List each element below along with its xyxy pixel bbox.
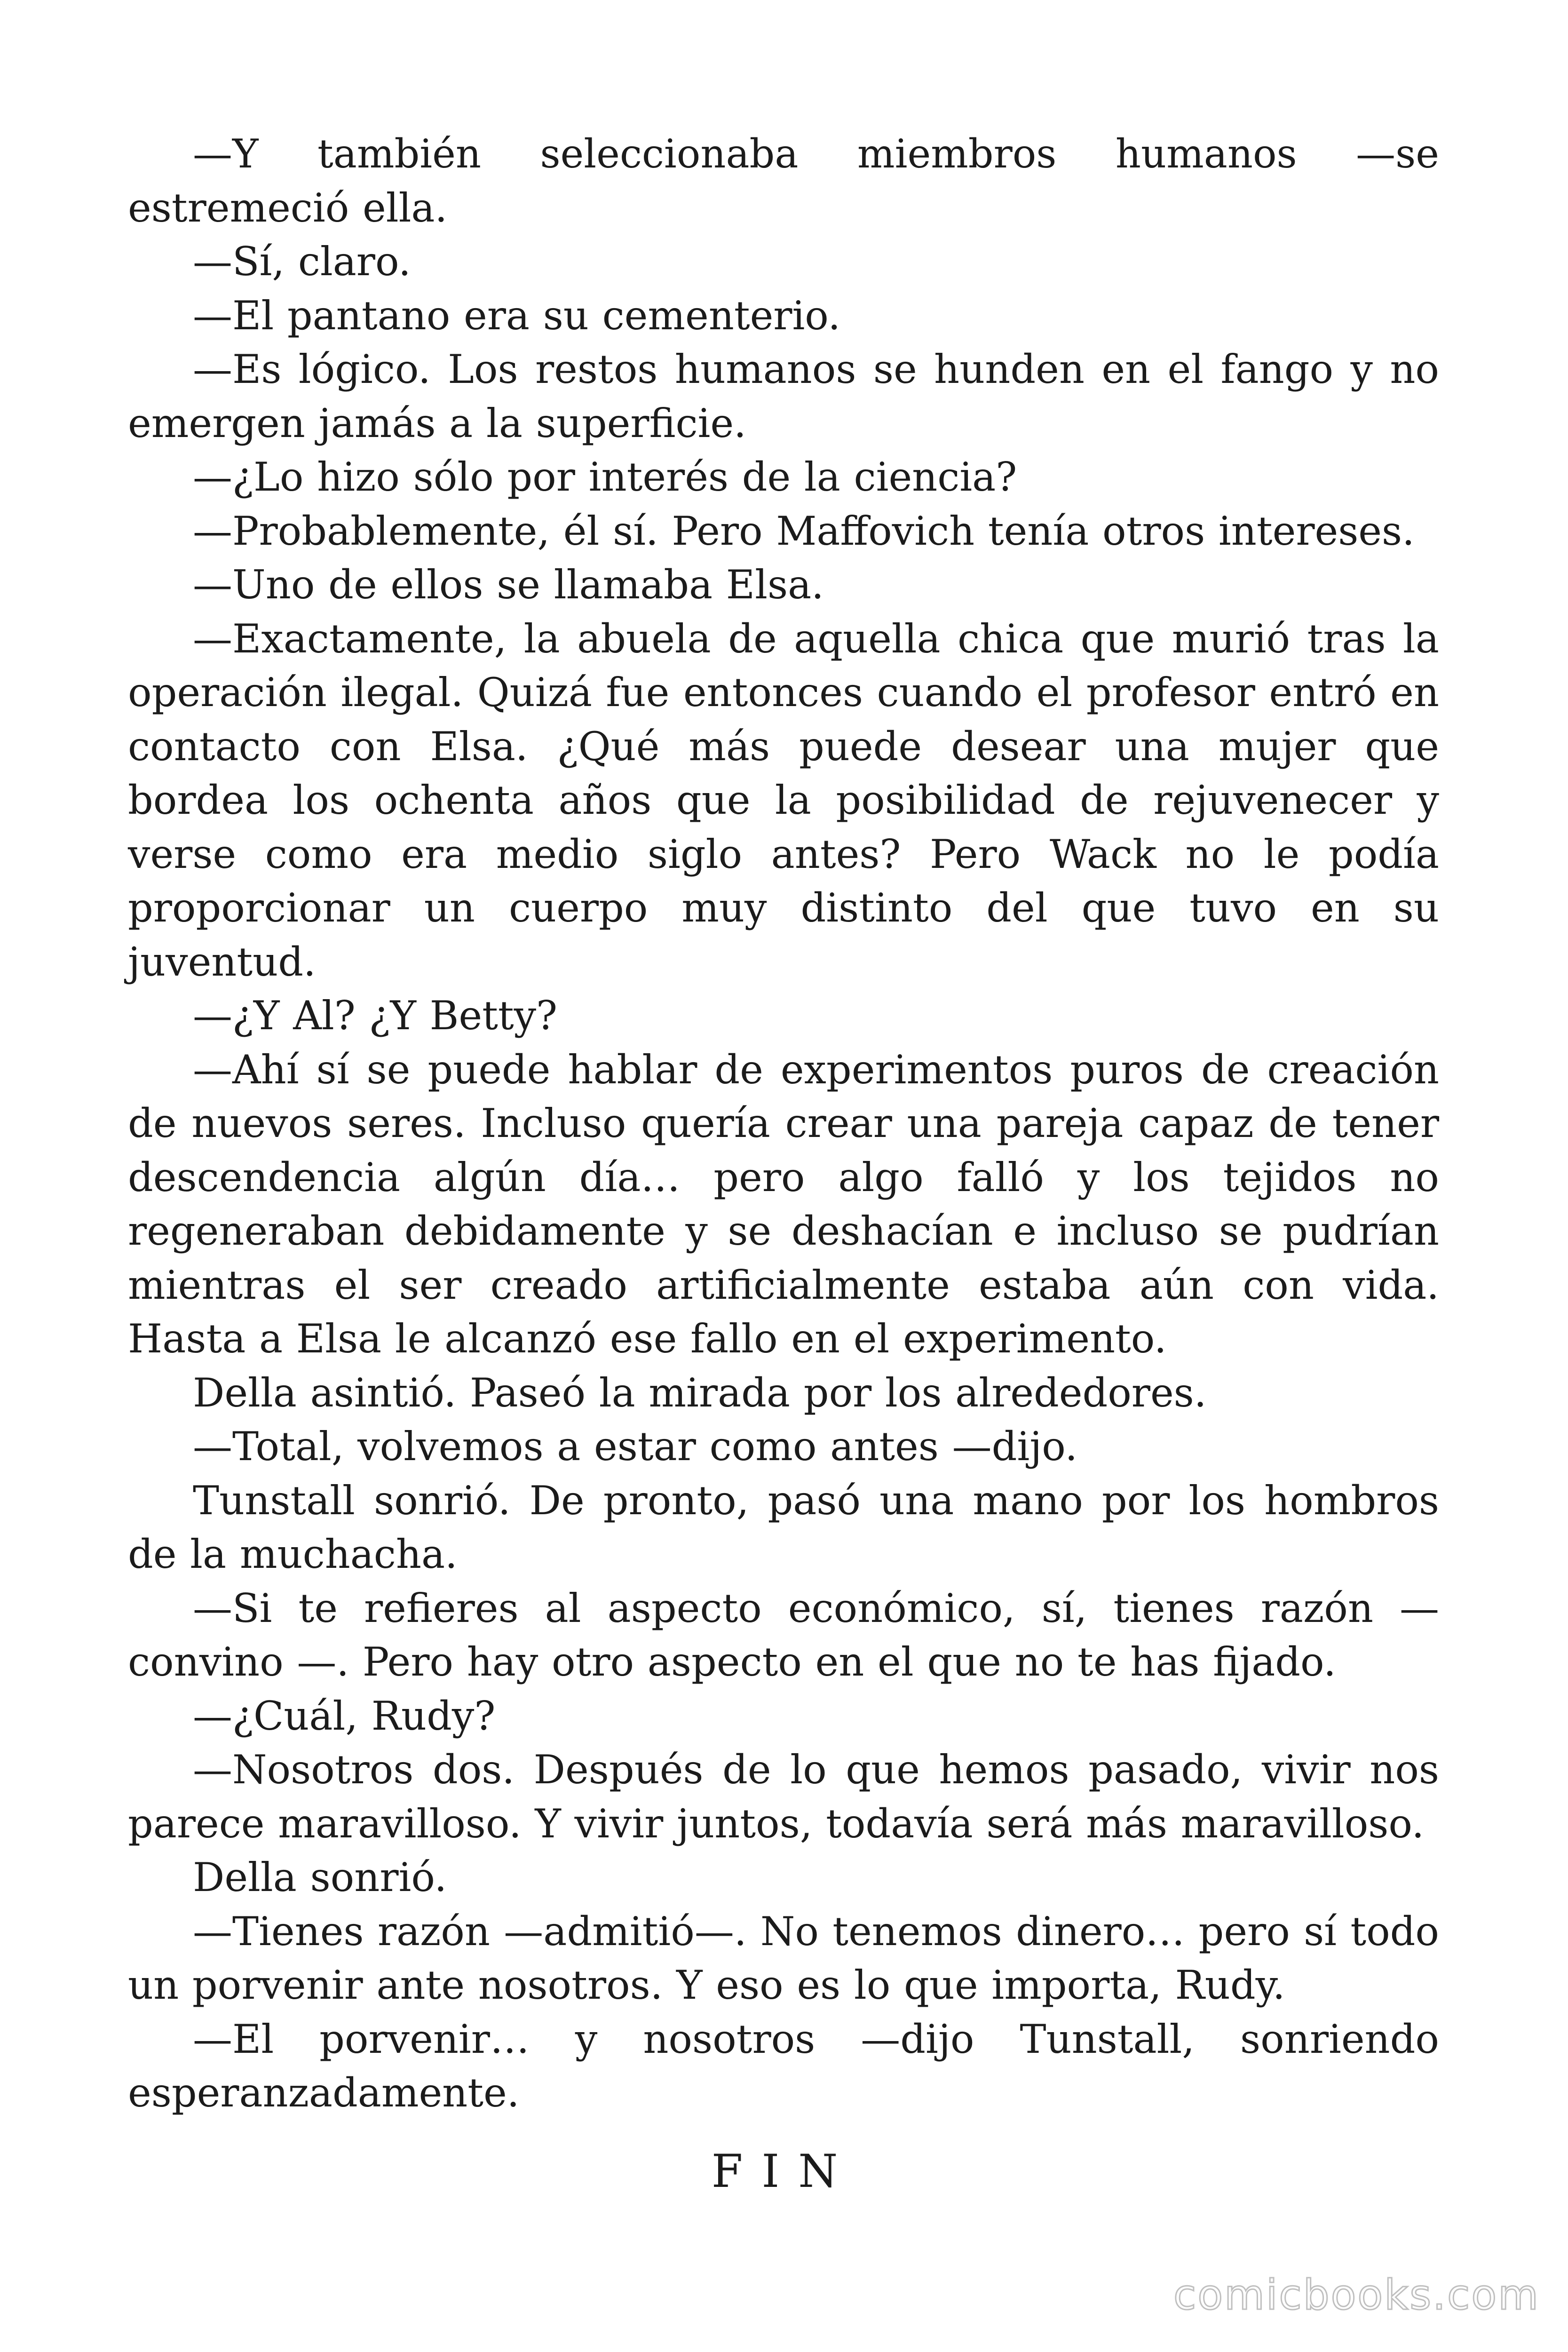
site-watermark: comicbooks.com xyxy=(1173,2271,1540,2319)
paragraph: —Nosotros dos. Después de lo que hemos pasado, vivir nos parece maravilloso. Y vivir juntos, todavía será más maravilloso. xyxy=(128,1747,1439,1847)
paragraph: —Sí, claro. xyxy=(193,238,411,285)
paragraph: —¿Lo hizo sólo por interés de la ciencia? xyxy=(193,454,1017,500)
paragraph: —Tienes razón —admitió—. No tenemos dinero… pero sí todo un porvenir ante nosotros. Y eso es lo que importa, Rudy. xyxy=(128,1908,1439,2008)
paragraph: Della asintió. Paseó la mirada por los alrededores. xyxy=(193,1369,1207,1416)
paragraph: Della sonrió. xyxy=(193,1854,447,1900)
paragraph: —El pantano era su cementerio. xyxy=(193,292,841,339)
paragraph: —Ahí sí se puede hablar de experimentos puros de creación de nuevos seres. Incluso quería crear una pareja capaz de tener descendencia algún día… pero algo falló y los tejidos no regeneraban debidamente y se deshacían e incluso se pudrían mientras el ser creado artificialmente estaba aún con vida. Hasta a Elsa le alcanzó ese fallo en el experimento. xyxy=(128,1046,1439,1362)
paragraph: —Exactamente, la abuela de aquella chica que murió tras la operación ilegal. Quizá fue entonces cuando el profesor entró en contacto con Elsa. ¿Qué más puede desear una mujer que bordea los ochenta años que la posibilidad de rejuvenecer y verse como era medio siglo antes? Pero Wack no le podía proporcionar un cuerpo muy distinto del que tuvo en su juventud. xyxy=(128,615,1439,985)
paragraph: —Uno de ellos se llamaba Elsa. xyxy=(193,562,824,608)
paragraph: —Probablemente, él sí. Pero Maffovich tenía otros intereses. xyxy=(193,508,1415,554)
paragraph: —Es lógico. Los restos humanos se hunden en el fango y no emergen jamás a la superficie. xyxy=(128,346,1439,446)
paragraph: —¿Y Al? ¿Y Betty? xyxy=(193,993,558,1039)
paragraph: Tunstall sonrió. De pronto, pasó una mano por los hombros de la muchacha. xyxy=(128,1477,1439,1577)
paragraph: —Total, volvemos a estar como antes —dijo. xyxy=(193,1423,1078,1470)
book-page-text xyxy=(128,127,1439,2120)
paragraph: —Y también seleccionaba miembros humanos —se estremeció ella. xyxy=(128,131,1439,231)
paragraph: —¿Cuál, Rudy? xyxy=(193,1692,496,1739)
paragraph: —Si te refieres al aspecto económico, sí, tienes razón —convino —. Pero hay otro aspecto en el que no te has fijado. xyxy=(128,1585,1439,1685)
paragraph: —El porvenir… y nosotros —dijo Tunstall, sonriendo esperanzadamente. xyxy=(128,2016,1439,2116)
the-end-heading: FIN xyxy=(711,2145,857,2198)
